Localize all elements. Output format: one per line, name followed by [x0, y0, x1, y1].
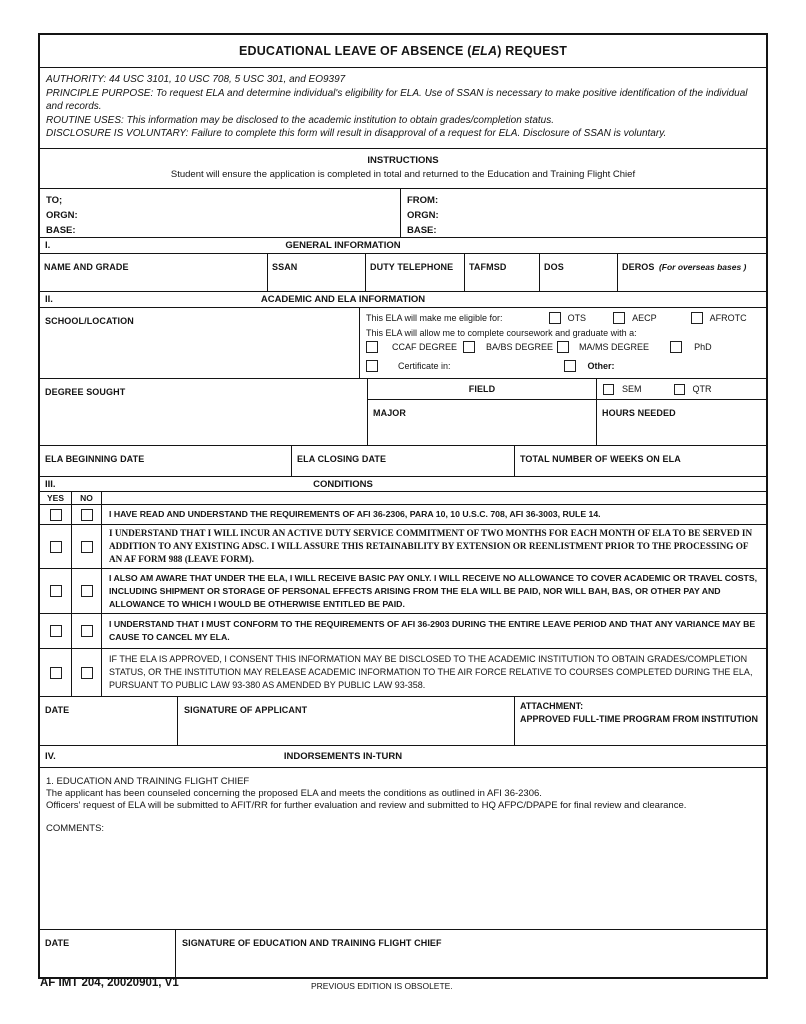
from-base-label: BASE:	[407, 225, 437, 236]
comments-label: COMMENTS:	[46, 823, 105, 834]
graduate-with-label: This ELA will allow me to complete coursework and graduate with a:	[366, 328, 637, 338]
no-cell-3	[72, 569, 102, 613]
weeks-on-ela-label: TOTAL NUMBER OF WEEKS ON ELA	[520, 454, 681, 464]
form-title-ela: ELA	[471, 44, 498, 58]
ma-ms-degree-label: MA/MS DEGREE	[579, 342, 650, 352]
condition-row-4	[40, 614, 766, 649]
form-title-row	[40, 35, 766, 68]
checkbox-qtr[interactable]	[674, 384, 685, 395]
yes-cell-1	[40, 505, 72, 524]
officers-statement: Officers' request of ELA will be submitted to AFIT/RR for further evaluation and review and submitted to HQ AFPC/DPAPE for final review and clearance.	[46, 800, 687, 811]
deros-note: (For overseas bases )	[658, 262, 747, 272]
ela-closing-date-field[interactable]	[292, 446, 515, 476]
condition-row-2	[40, 525, 766, 569]
checkbox-no-condition-4[interactable]	[81, 625, 93, 637]
no-cell-2	[72, 525, 102, 568]
instructions-block	[40, 149, 766, 189]
checkbox-ccaf-degree[interactable]	[366, 341, 378, 353]
section-3-title: CONDITIONS	[313, 478, 373, 490]
no-cell-1	[72, 505, 102, 524]
to-base-label: BASE:	[46, 225, 76, 236]
section-1-title: GENERAL INFORMATION	[285, 240, 401, 251]
name-and-grade-label: NAME AND GRADE	[44, 262, 129, 272]
attachment-cell	[515, 697, 766, 745]
applicant-date-field[interactable]	[40, 697, 178, 745]
instructions-heading: INSTRUCTIONS	[367, 155, 439, 166]
form-title-pre: EDUCATIONAL LEAVE OF ABSENCE (	[238, 44, 472, 58]
yes-cell-2	[40, 525, 72, 568]
section-2-number: II.	[45, 294, 53, 305]
section-3-header	[40, 477, 766, 492]
dos-field[interactable]	[540, 254, 618, 291]
field-field[interactable]	[368, 379, 597, 399]
degree-options-line	[366, 341, 760, 353]
flight-chief-date-label: DATE	[45, 938, 70, 948]
checkbox-no-condition-2[interactable]	[81, 541, 93, 553]
checkbox-phd[interactable]	[670, 341, 682, 353]
duty-telephone-field[interactable]	[366, 254, 465, 291]
degree-sought-row	[40, 379, 766, 446]
flight-chief-date-field[interactable]	[40, 930, 176, 977]
section-1-number: I.	[45, 240, 51, 251]
privacy-purpose: PRINCIPLE PURPOSE: To request ELA and determine individual's eligibility for ELA. Use of SSAN is necessary to make positive identification of the individual and records.	[46, 87, 748, 112]
privacy-authority: AUTHORITY: 44 USC 3101, 10 USC 708, 5 USC 301, and EO9397	[46, 74, 346, 85]
school-row	[40, 308, 766, 379]
field-label: FIELD	[468, 384, 496, 394]
flight-chief-signature-row	[40, 930, 766, 977]
ssan-label: SSAN	[272, 262, 298, 272]
form-title	[239, 44, 567, 58]
attachment-label: ATTACHMENT:	[520, 701, 584, 711]
major-label: MAJOR	[373, 408, 407, 418]
weeks-on-ela-field[interactable]	[515, 446, 766, 476]
checkbox-yes-condition-4[interactable]	[50, 625, 62, 637]
yes-no-header-row	[40, 492, 766, 505]
checkbox-no-condition-5[interactable]	[81, 667, 93, 679]
eligible-for-label: This ELA will make me eligible for:	[366, 313, 503, 323]
checkbox-ba-bs-degree[interactable]	[463, 341, 475, 353]
degree-sought-label: DEGREE SOUGHT	[45, 387, 126, 397]
section-3-number: III.	[45, 478, 56, 490]
certificate-label: Certificate in:	[398, 361, 451, 371]
section-2-header	[40, 292, 766, 308]
checkbox-no-condition-1[interactable]	[81, 509, 93, 521]
to-address-field[interactable]	[40, 189, 401, 237]
duty-telephone-label: DUTY TELEPHONE	[370, 262, 454, 272]
from-address-field[interactable]	[401, 189, 766, 237]
ela-closing-date-label: ELA CLOSING DATE	[297, 454, 387, 464]
checkbox-yes-condition-2[interactable]	[50, 541, 62, 553]
checkbox-yes-condition-3[interactable]	[50, 585, 62, 597]
no-cell-5	[72, 649, 102, 696]
name-and-grade-field[interactable]	[40, 254, 268, 291]
from-orgn-label: ORGN:	[407, 210, 439, 221]
condition-text-4: I UNDERSTAND THAT I MUST CONFORM TO THE REQUIREMENTS OF AFI 36-2903 DURING THE ENTIRE LEAVE PERIOD AND THAT ANY VARIANCE MAY BE CAUSE TO CANCEL MY ELA.	[109, 619, 756, 642]
privacy-act-statement	[40, 68, 766, 149]
deros-label: DEROS	[622, 262, 655, 272]
other-label: Other:	[587, 361, 615, 371]
major-subrow	[368, 400, 766, 445]
ccaf-degree-label: CCAF DEGREE	[392, 342, 458, 352]
major-field[interactable]	[368, 400, 597, 445]
phd-label: PhD	[694, 342, 712, 352]
applicant-date-label: DATE	[45, 705, 70, 715]
checkbox-ma-ms-degree[interactable]	[557, 341, 569, 353]
checkbox-no-condition-3[interactable]	[81, 585, 93, 597]
previous-edition-note: PREVIOUS EDITION IS OBSOLETE.	[311, 981, 453, 991]
ela-dates-row	[40, 446, 766, 477]
checkbox-certificate[interactable]	[366, 360, 378, 372]
sem-label: SEM	[622, 384, 642, 394]
from-label: FROM:	[407, 195, 439, 206]
section-4-number: IV.	[45, 751, 56, 762]
hours-needed-field[interactable]	[597, 400, 766, 445]
flight-chief-signature-field[interactable]	[176, 930, 766, 977]
ela-eligibility-cell	[360, 308, 766, 378]
instructions-body: Student will ensure the application is completed in total and returned to the Education and Training Flight Chief	[170, 169, 636, 180]
yes-cell-3	[40, 569, 72, 613]
condition-text-1: I HAVE READ AND UNDERSTAND THE REQUIREMENTS OF AFI 36-2306, PARA 10, 10 U.S.C. 708, AFI 36-3003, RULE 14.	[109, 509, 601, 519]
school-location-label: SCHOOL/LOCATION	[45, 316, 134, 326]
counseled-statement: The applicant has been counseled concerning the proposed ELA and meets the conditions as outlined in AFI 36-2306.	[46, 788, 542, 799]
applicant-signature-label: SIGNATURE OF APPLICANT	[184, 705, 308, 715]
checkbox-afrotc[interactable]	[691, 312, 703, 324]
conditions-column-header	[102, 492, 766, 504]
certificate-other-line	[366, 360, 760, 372]
comments-field[interactable]	[46, 835, 760, 925]
checkbox-yes-condition-1[interactable]	[50, 509, 62, 521]
afrotc-label: AFROTC	[709, 313, 747, 323]
no-cell-4	[72, 614, 102, 648]
ela-beginning-date-label: ELA BEGINNING DATE	[45, 454, 145, 464]
eligible-for-line	[366, 312, 760, 324]
ela-beginning-date-field[interactable]	[40, 446, 292, 476]
applicant-signature-row	[40, 697, 766, 746]
applicant-signature-field[interactable]	[178, 697, 515, 745]
section-4-header	[40, 746, 766, 768]
condition-row-3	[40, 569, 766, 614]
condition-text-5: IF THE ELA IS APPROVED, I CONSENT THIS INFORMATION MAY BE DISCLOSED TO THE ACADEMIC INSTITUTION TO OBTAIN GRADES/COMPLETION STATUS, OR THE INSTITUTION MAY RELEASE ACADEMIC INFORMATION TO THE AIR FORCE RELATIVE TO COURSES COMPLETED DURING THE ELA, PURSUANT TO PUBLIC LAW 93-380 AS AMENDED BY PUBLIC LAW 93-358.	[109, 654, 753, 690]
no-column-header: NO	[72, 492, 102, 504]
section-1-header	[40, 238, 766, 254]
form-title-post: ) REQUEST	[497, 44, 568, 58]
form-id: AF IMT 204, 20020901, V1	[40, 977, 179, 989]
checkbox-other[interactable]	[564, 360, 576, 372]
af-imt-204-form	[38, 33, 768, 979]
condition-text-3: I ALSO AM AWARE THAT UNDER THE ELA, I WILL RECEIVE BASIC PAY ONLY. I WILL RECEIVE NO ALLOWANCE TO COVER ACADEMIC OR TRAVEL COSTS, INCLUDING SHIPMENT OR STORAGE OF PERSONAL EFFECTS ARISING FROM THE ELA WILL BE PAID, NOR WILL BAH, BAS, OR OTHER PAY AND ALLOWANCE TO WHICH I WOULD BE OTHERWISE ENTITLED BE PAID.	[109, 572, 758, 609]
flight-chief-heading: 1. EDUCATION AND TRAINING FLIGHT CHIEF	[46, 776, 250, 787]
ssan-field[interactable]	[268, 254, 366, 291]
yes-column-header: YES	[40, 492, 72, 504]
yes-cell-5	[40, 649, 72, 696]
hours-needed-label: HOURS NEEDED	[602, 408, 676, 418]
section-2-title: ACADEMIC AND ELA INFORMATION	[260, 294, 426, 305]
ba-bs-degree-label: BA/BS DEGREE	[486, 342, 554, 352]
degree-sought-field[interactable]	[40, 379, 368, 445]
field-header-subrow	[368, 379, 766, 400]
graduate-with-line	[366, 328, 760, 338]
dos-label: DOS	[544, 262, 564, 272]
to-orgn-label: ORGN:	[46, 210, 78, 221]
sem-qtr-cell	[597, 379, 766, 399]
checkbox-ots[interactable]	[549, 312, 561, 324]
section-4-title: INDORSEMENTS IN-TURN	[283, 751, 403, 762]
condition-row-5	[40, 649, 766, 697]
aecp-label: AECP	[632, 313, 657, 323]
tafmsd-label: TAFMSD	[469, 262, 507, 272]
to-label: TO;	[46, 195, 63, 206]
ots-label: OTS	[567, 313, 587, 323]
indorsement-body	[40, 768, 766, 930]
checkbox-yes-condition-5[interactable]	[50, 667, 62, 679]
condition-row-1	[40, 505, 766, 525]
condition-text-2: I UNDERSTAND THAT I WILL INCUR AN ACTIVE DUTY SERVICE COMMITMENT OF TWO MONTHS FOR EACH MONTH OF ELA TO BE SERVED IN ADDITION TO ANY EXISTING ADSC. I WILL ASSURE THIS RETAINABILITY BY EXTENSION OR REENLISTMENT PRIOR TO THE PROCESSING OF AN AF FORM 988 (LEAVE FORM).	[109, 528, 753, 564]
privacy-disclosure: DISCLOSURE IS VOLUNTARY: Failure to complete this form will result in disapproval of a request for ELA. Disclosure of SSAN is voluntary.	[46, 128, 667, 139]
yes-cell-4	[40, 614, 72, 648]
deros-field[interactable]	[618, 254, 766, 291]
qtr-label: QTR	[692, 384, 712, 394]
attachment-value: APPROVED FULL-TIME PROGRAM FROM INSTITUTION	[520, 713, 758, 724]
checkbox-aecp[interactable]	[613, 312, 625, 324]
field-major-block	[368, 379, 766, 445]
tafmsd-field[interactable]	[465, 254, 540, 291]
flight-chief-signature-label: SIGNATURE OF EDUCATION AND TRAINING FLIGHT CHIEF	[182, 938, 442, 948]
school-location-field[interactable]	[40, 308, 360, 378]
checkbox-sem[interactable]	[603, 384, 614, 395]
general-info-row	[40, 254, 766, 292]
privacy-routine-uses: ROUTINE USES: This information may be disclosed to the academic institution to obtain grades/completion status.	[46, 114, 555, 126]
routing-row	[40, 189, 766, 238]
